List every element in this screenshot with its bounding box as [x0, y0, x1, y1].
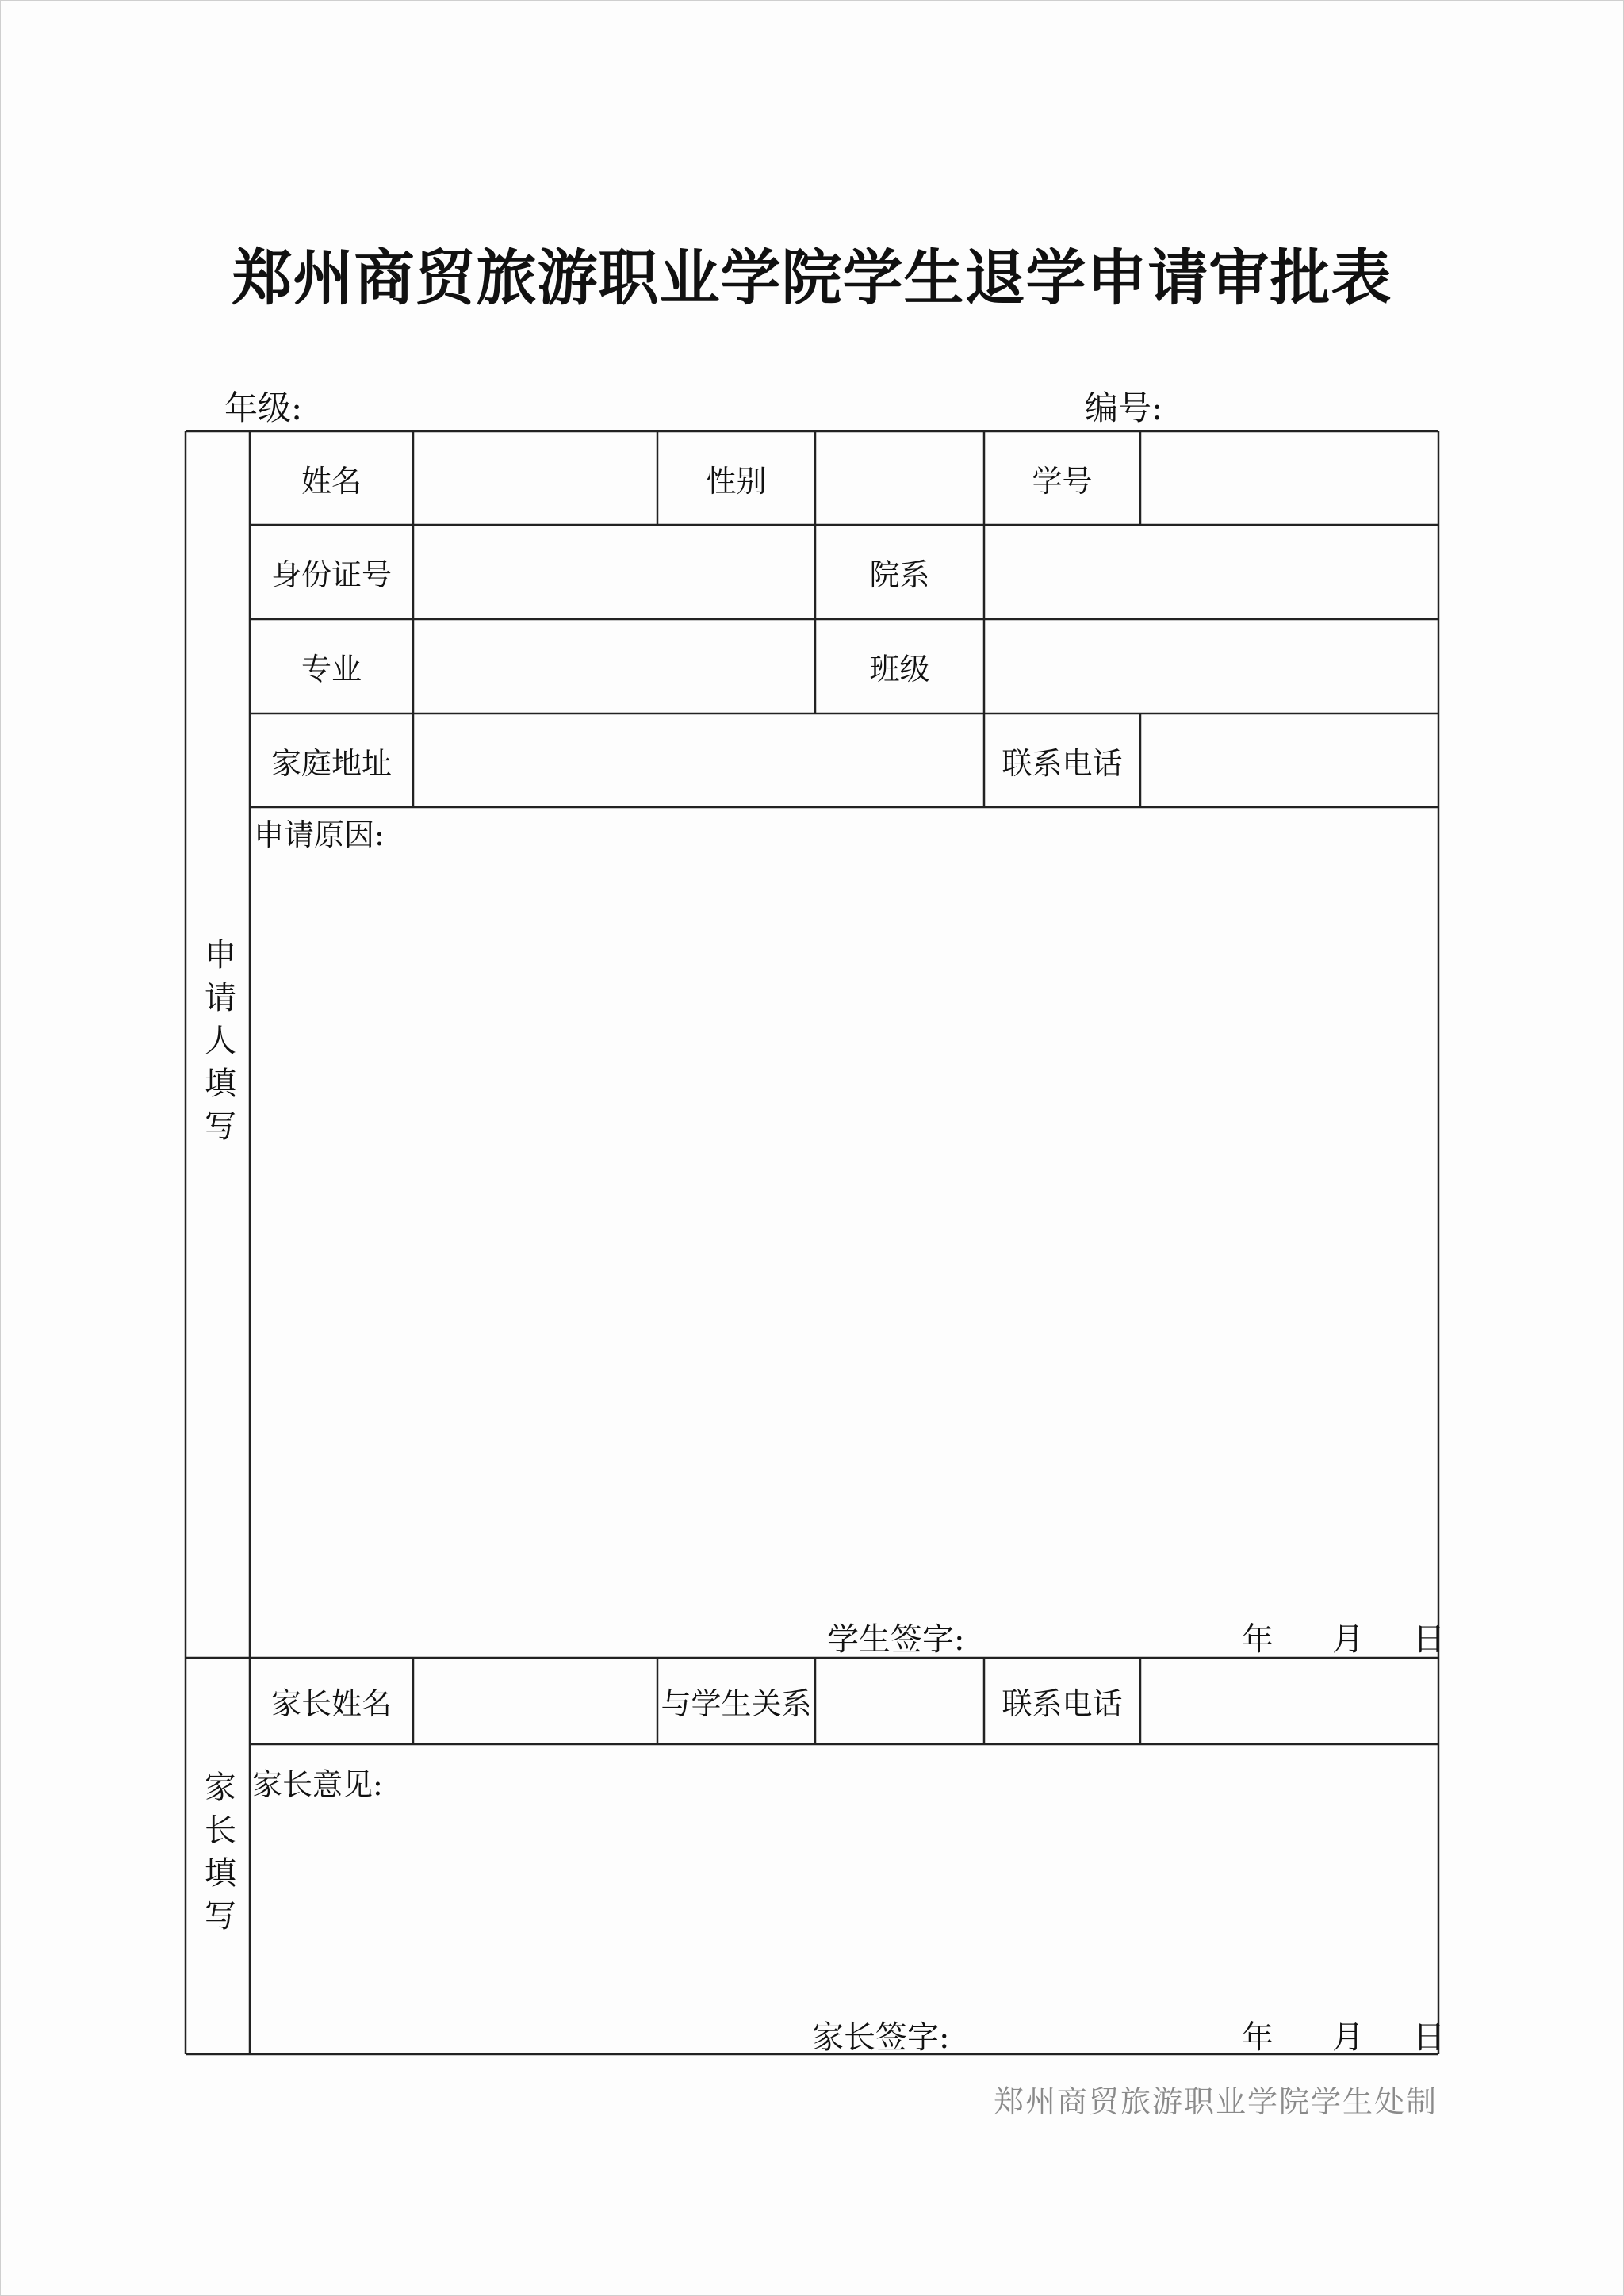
student-signature-field[interactable]	[959, 1609, 1221, 1653]
student-date-year: 年	[1242, 1621, 1274, 1658]
major-field[interactable]	[413, 619, 815, 714]
parent-signature-field[interactable]	[959, 2006, 1221, 2049]
parent-phone-label: 联系电话	[1002, 1686, 1123, 1721]
class-label: 班级	[869, 652, 930, 687]
reason-textarea[interactable]	[250, 848, 1438, 1601]
parent-opinion-textarea[interactable]	[250, 1800, 1438, 1998]
home-address-label: 家庭地址	[270, 745, 392, 781]
page-title: 郑州商贸旅游职业学院学生退学申请审批表	[232, 243, 1392, 313]
id-card-field[interactable]	[413, 525, 815, 619]
footer-issuer: 郑州商贸旅游职业学院学生处制	[993, 2084, 1438, 2119]
department-field[interactable]	[984, 525, 1438, 619]
student-date-month: 月	[1332, 1621, 1364, 1658]
parent-signature-label: 家长签字:	[812, 2019, 950, 2056]
phone-label: 联系电话	[1002, 745, 1123, 781]
gender-field[interactable]	[815, 431, 984, 525]
name-label: 姓名	[301, 463, 362, 499]
phone-field[interactable]	[1140, 714, 1438, 807]
applicant-section-label	[186, 431, 250, 1658]
parent-section-label	[186, 1658, 250, 2054]
parent-date-year: 年	[1242, 2019, 1274, 2056]
number-label: 编号:	[1085, 388, 1163, 427]
parent-opinion-label: 家长意见:	[252, 1767, 383, 1802]
applicant-section-label-text: 申请人填写	[199, 937, 236, 1152]
class-field[interactable]	[984, 619, 1438, 714]
parent-name-label: 家长姓名	[270, 1686, 392, 1721]
reason-label: 申请原因:	[254, 817, 385, 852]
student-date-day: 日	[1413, 1621, 1445, 1658]
gender-label: 性别	[706, 463, 767, 499]
relation-field[interactable]	[815, 1658, 984, 1744]
student-signature-label: 学生签字:	[827, 1621, 965, 1658]
major-label: 专业	[301, 652, 362, 687]
parent-phone-field[interactable]	[1140, 1658, 1438, 1744]
parent-section-label-text: 家长填写	[199, 1770, 236, 1942]
name-field[interactable]	[413, 431, 657, 525]
parent-date-day: 日	[1413, 2019, 1445, 2056]
student-id-label: 学号	[1032, 463, 1093, 499]
parent-date-month: 月	[1332, 2019, 1364, 2056]
id-card-label: 身份证号	[270, 557, 392, 592]
parent-name-field[interactable]	[413, 1658, 657, 1744]
home-address-field[interactable]	[413, 714, 984, 807]
department-label: 院系	[869, 557, 930, 592]
grade-label: 年级:	[224, 388, 303, 427]
student-id-field[interactable]	[1140, 431, 1438, 525]
relation-label: 与学生关系	[661, 1686, 812, 1721]
